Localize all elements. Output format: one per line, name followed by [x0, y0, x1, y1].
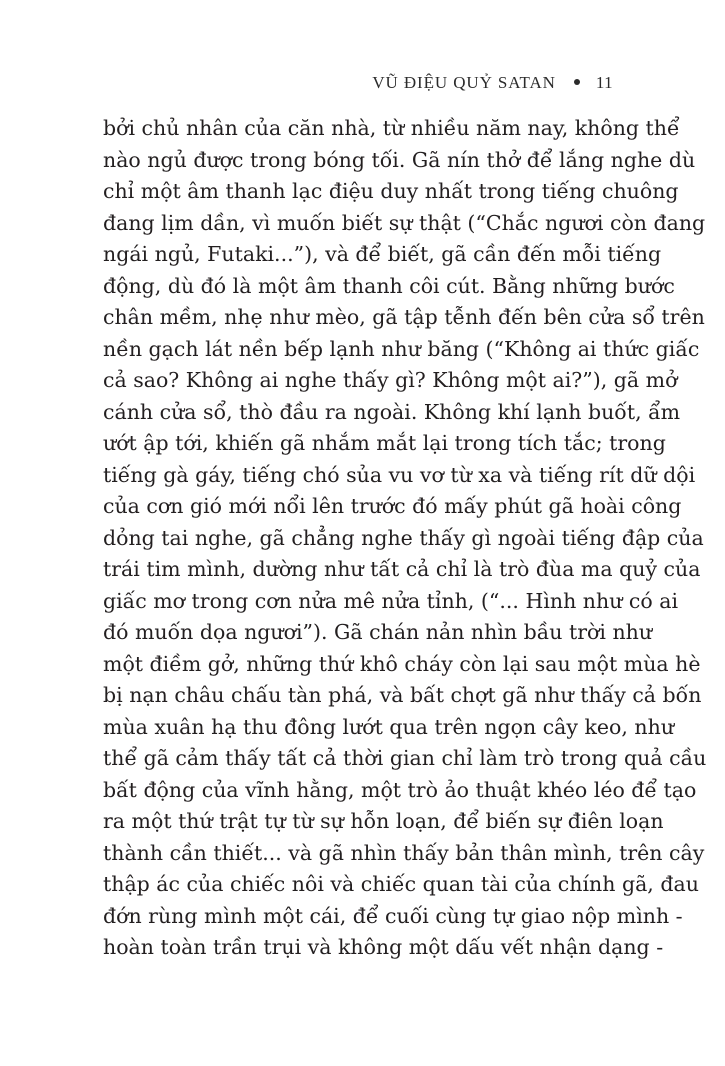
text-line: giấc mơ trong cơn nửa mê nửa tỉnh, (“... Hình như có ai [103, 588, 679, 613]
text-line: của cơn gió mới nổi lên trước đó mấy phút gã hoài công [103, 494, 682, 518]
bullet-separator [574, 79, 580, 85]
text-line: hoàn toàn trần trụi và không một dấu vết nhận dạng - [103, 935, 664, 959]
text-line: ra một thứ trật tự từ sự hỗn loạn, để biến sự điên loạn [103, 809, 664, 833]
text-line: thành cần thiết... và gã nhìn thấy bản thân mình, trên cây [103, 840, 705, 865]
text-line: động, dù đó là một âm thanh côi cút. Bằng những bước [103, 273, 675, 298]
text-line: dỏng tai nghe, gã chẳng nghe thấy gì ngoài tiếng đập của [103, 525, 704, 550]
text-line: một điềm gở, những thứ khô cháy còn lại sau một mùa hè [103, 651, 701, 676]
text-line: ngái ngủ, Futaki...”), và để biết, gã cần đến mỗi tiếng [103, 242, 662, 266]
text-line: đang lịm dần, vì muốn biết sự thật (“Chắc ngươi còn đang [103, 210, 706, 235]
body-text [103, 113, 707, 964]
text-line: mùa xuân hạ thu đông lướt qua trên ngọn cây keo, như [103, 714, 675, 739]
text-line: chân mềm, nhẹ như mèo, gã tập tễnh đến bên cửa sổ trên [103, 305, 705, 329]
text-line: bất động của vĩnh hằng, một trò ảo thuật khéo léo để tạo [103, 777, 697, 802]
text-line: bị nạn châu chấu tàn phá, và bất chợt gã như thấy cả bốn [103, 683, 702, 707]
text-line: đó muốn dọa ngươi”). Gã chán nản nhìn bầu trời như [103, 620, 653, 644]
page-number: 11 [595, 73, 613, 92]
text-line: nền gạch lát nền bếp lạnh như băng (“Không ai thức giấc [103, 336, 700, 361]
running-header [372, 72, 613, 94]
text-line: thập ác của chiếc nôi và chiếc quan tài của chính gã, đau [103, 872, 699, 896]
text-line: ướt ập tới, khiến gã nhắm mắt lại trong tích tắc; trong [103, 431, 666, 455]
running-title: VŨ ĐIỆU QUỶ SATAN [372, 73, 556, 92]
text-line: đớn rùng mình một cái, để cuối cùng tự giao nộp mình - [103, 903, 683, 928]
text-line: thể gã cảm thấy tất cả thời gian chỉ làm trò trong quả cầu [103, 746, 707, 770]
text-line: bởi chủ nhân của căn nhà, từ nhiều năm nay, không thể [103, 116, 680, 140]
text-line: cánh cửa sổ, thò đầu ra ngoài. Không khí lạnh buốt, ẩm [103, 399, 681, 424]
text-line: nào ngủ được trong bóng tối. Gã nín thở để lắng nghe dù [103, 147, 696, 172]
text-line: cả sao? Không ai nghe thấy gì? Không một ai?”), gã mở [103, 368, 678, 392]
text-line: trái tim mình, dường như tất cả chỉ là trò đùa ma quỷ của [103, 557, 701, 581]
text-line: chỉ một âm thanh lạc điệu duy nhất trong tiếng chuông [103, 179, 679, 203]
text-line: tiếng gà gáy, tiếng chó sủa vu vơ từ xa và tiếng rít dữ dội [103, 462, 696, 487]
